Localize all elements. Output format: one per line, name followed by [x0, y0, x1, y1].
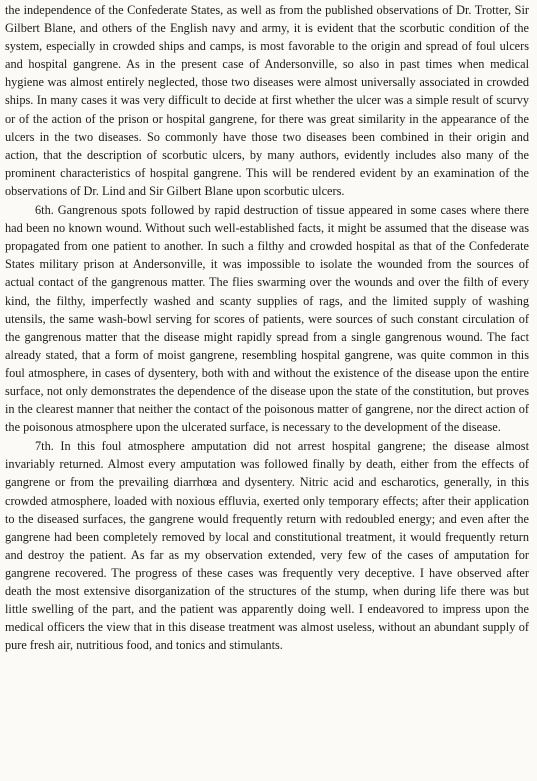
paragraph-continuation: the independence of the Confederate States, as well as from the published observations of Dr. Trotter, Sir Gilbert Blane, and others of the English navy and army, it is evident that the scorbutic condition of the system, especially in crowded ships and camps, is most favorable to the origin and spread of foul ulcers and hospital gangrene. As in the present case of Andersonville, so also in past times when medical hygiene was almost entirely neglected, those two diseases were almost universally associated in crowded ships. In many cases it was very difficult to decide at first whether the ulcer was a simple result of scurvy or of the action of the prison or hospital gangrene, for there was great similarity in the appearance of the ulcers in the two diseases. So commonly have those two diseases been combined in their origin and action, that the description of scorbutic ulcers, by many authors, evidently includes also many of the prominent characteristics of hospital gangrene. This will be rendered evident by an examination of the observations of Dr. Lind and Sir Gilbert Blane upon scorbutic ulcers.: [5, 3, 529, 198]
paragraph-sixth-point: 6th. Gangrenous spots followed by rapid destruction of tissue appeared in some cases where there had been no known wound. Without such well-established facts, it might be assumed that the disease was propagated from one patient to another. In such a filthy and crowded hospital as that of the Confederate States military prison at Andersonville, it was impossible to isolate the wounded from the sources of actual contact of the gangrenous matter. The flies swarming over the wounds and over the filth of every kind, the filthy, imperfectly washed and scanty supplies of rags, and the limited supply of washing utensils, the same wash-bowl serving for scores of patients, were sources of such constant circulation of the gangrenous matter that the disease might rapidly spread from a single gangrenous wound. The fact already stated, that a form of moist gangrene, resembling hospital gangrene, was quite common in this foul atmosphere, in cases of dysentery, both with and without the existence of the disease upon the entire surface, not only demonstrates the dependence of the disease upon the state of the constitution, but proves in the clearest manner that neither the contact of the poisonous matter of gangrene, nor the direct action of the poisonous atmosphere upon the ulcerated surface, is necessary to the development of the disease.: [5, 203, 529, 435]
paragraph-seventh-point: 7th. In this foul atmosphere amputation did not arrest hospital gangrene; the disease almost invariably returned. Almost every amputation was followed finally by death, either from the effects of gangrene or from the prevailing diarrhœa and dysentery. Nitric acid and escharotics, generally, in this crowded atmosphere, loaded with noxious effluvia, exerted only temporary effects; after their application to the diseased surfaces, the gangrene would frequently return with redoubled energy; and even after the gangrene had been completely removed by local and constitutional treatment, it would frequently return and destroy the patient. As far as my observation extended, very few of the cases of amputation for gangrene recovered. The progress of these cases was frequently very deceptive. I have observed after death the most extensive disorganization of the structures of the stump, when during life there was but little swelling of the part, and the patient was apparently doing well. I endeavored to impress upon the medical officers the view that in this disease treatment was almost useless, without an abundant supply of pure fresh air, nutritious food, and tonics and stimulants.: [5, 439, 529, 653]
body-text: [5, 1, 529, 654]
